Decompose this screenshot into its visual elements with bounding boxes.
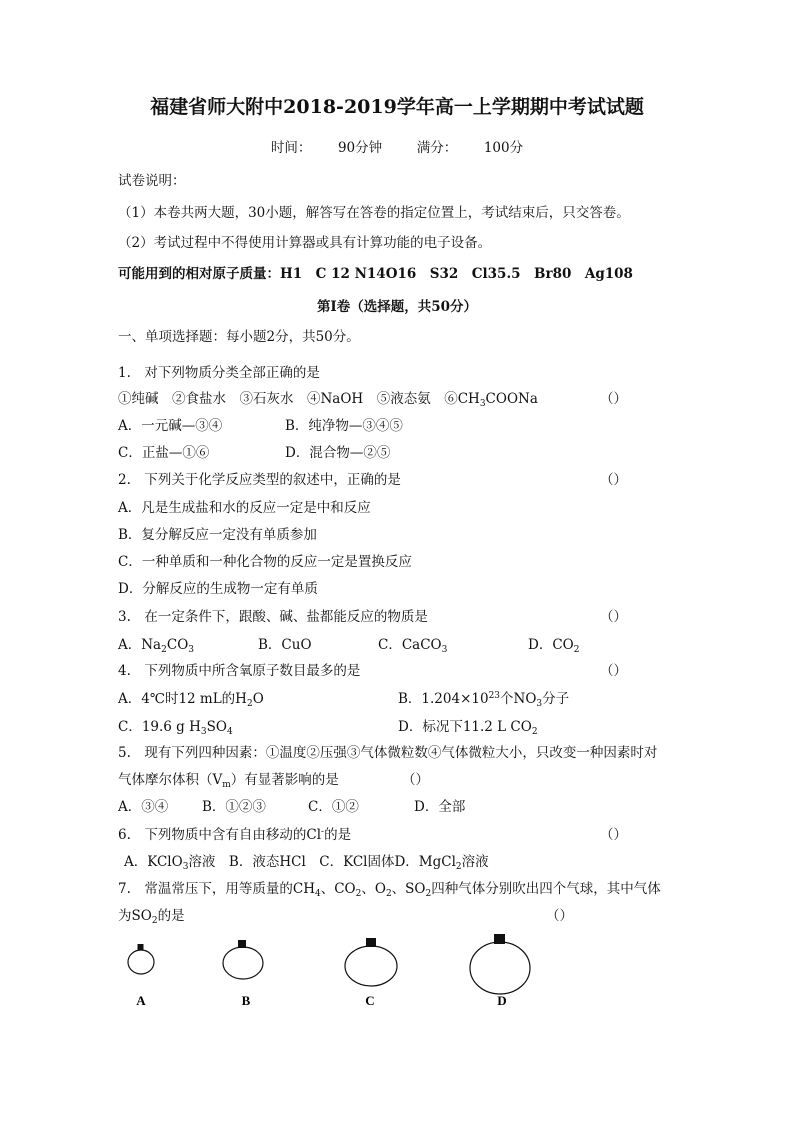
balloon-c xyxy=(345,938,397,1008)
q4-option-a: A．4℃时12 mL的$H_2O$ xyxy=(118,691,264,709)
q3-option-a: A．$Na_2CO_3$ xyxy=(118,637,194,655)
q5-stem: 5. 现有下列四种因素：①温度②压强③气体微粒数④气体微粒大小，只改变一种因素时对 xyxy=(118,745,658,761)
q2-answer-paren: （） xyxy=(600,472,627,488)
q1-option-b: B．纯净物—③④⑤ xyxy=(285,418,403,434)
time-value: 90分钟 xyxy=(337,140,383,156)
q1-option-d: D．混合物—②⑤ xyxy=(285,445,391,461)
q2-option-b: B．复分解反应一定没有单质参加 xyxy=(118,527,317,543)
q6-answer-paren: （） xyxy=(600,827,627,843)
q5-option-c: C．①② xyxy=(308,799,359,815)
q4-option-b: B．$1.204\times 10^{23}$个$NO_3$分子 xyxy=(398,691,570,709)
q5-answer-paren: （） xyxy=(402,772,429,788)
atomic-masses: 可能用到的相对原子质量：H1 C 12 N14O16 S32 Cl35.5 Br80 Ag108 xyxy=(118,266,633,282)
exam-title: 福建省师大附中2018-2019学年高一上学期期中考试试题 xyxy=(150,96,644,118)
exam-subtitle xyxy=(0,139,794,157)
q1-stem: 1. 对下列物质分类全部正确的是 xyxy=(118,365,320,381)
section-title: 第Ⅰ卷（选择题，共50分） xyxy=(316,299,478,315)
q5-option-b: B．①②③ xyxy=(202,799,266,815)
score-label: 满分： xyxy=(416,140,458,156)
balloon-label-a: A xyxy=(136,993,146,1008)
instruction-item-1: （1）本卷共两大题，30小题，解答写在答卷的指定位置上，考试结束后，只交答卷。 xyxy=(118,205,630,221)
q7-balloon-figure xyxy=(0,925,794,1015)
q3-option-b: B．CuO xyxy=(258,637,312,653)
q7-answer-paren: （） xyxy=(546,908,573,924)
q5-option-a: A．③④ xyxy=(118,799,169,815)
q1-answer-paren: （） xyxy=(600,391,627,407)
instruction-item-2: （2）考试过程中不得使用计算器或具有计算功能的电子设备。 xyxy=(118,235,492,251)
q6-stem: 6. 下列物质中含有自由移动的Cl-的是 xyxy=(118,827,352,843)
balloon-label-c: C xyxy=(365,993,375,1008)
score-value: 100分 xyxy=(483,140,524,156)
balloon-d xyxy=(470,934,530,1008)
q3-option-d: D．$CO_2$ xyxy=(528,637,580,655)
q7-stem: 7. 常温常压下，用等质量的$CH_4$、$CO_2$、$O_2$、$SO_2$四种气体分别吹出四个气球，其中气体 xyxy=(118,881,661,899)
q2-option-a: A．凡是生成盐和水的反应一定是中和反应 xyxy=(118,500,371,516)
time-label: 时间： xyxy=(270,140,312,156)
balloon-b xyxy=(223,940,263,1008)
q2-option-d: D．分解反应的生成物一定有单质 xyxy=(118,581,318,597)
q3-answer-paren: （） xyxy=(600,609,627,625)
q1-option-c: C．正盐—①⑥ xyxy=(118,445,210,461)
q5-option-d: D．全部 xyxy=(414,799,466,815)
balloon-label-b: B xyxy=(241,993,251,1008)
q3-stem: 3. 在一定条件下，跟酸、碱、盐都能反应的物质是 xyxy=(118,609,428,625)
q3-option-c: C．CaCO$_3$ xyxy=(378,637,448,655)
q1-items: ①纯碱 ②食盐水 ③石灰水 ④NaOH ⑤液态氨 $⑥CH_3COONa$ xyxy=(118,391,538,409)
q2-option-c: C．一种单质和一种化合物的反应一定是置换反应 xyxy=(118,554,412,570)
q4-answer-paren: （） xyxy=(600,663,627,679)
q4-option-c: C．19.6 g $H_3SO_4$ xyxy=(118,719,233,737)
q5-stem-line2: 气体摩尔体积$(V_m)$有显著影响的是 xyxy=(118,772,339,790)
q1-option-a: A．一元碱—③④ xyxy=(118,418,223,434)
part-heading: 一、单项选择题：每小题2分，共50分。 xyxy=(118,329,360,345)
q4-stem: 4. 下列物质中所含氧原子数目最多的是 xyxy=(118,663,361,679)
instructions-heading: 试卷说明： xyxy=(118,173,186,189)
q6-options: A．KClO$_3$溶液 B．液态HCl C．KCl固体D．MgCl$_2$溶液 xyxy=(124,854,489,872)
balloon-a xyxy=(128,944,154,1008)
balloon-label-d: D xyxy=(497,993,507,1008)
q7-stem-line2: 为$SO_2$的是 xyxy=(118,908,185,926)
q4-option-d: D．标况下11.2 L $CO_2$ xyxy=(398,719,538,737)
q2-stem: 2. 下列关于化学反应类型的叙述中，正确的是 xyxy=(118,472,401,488)
